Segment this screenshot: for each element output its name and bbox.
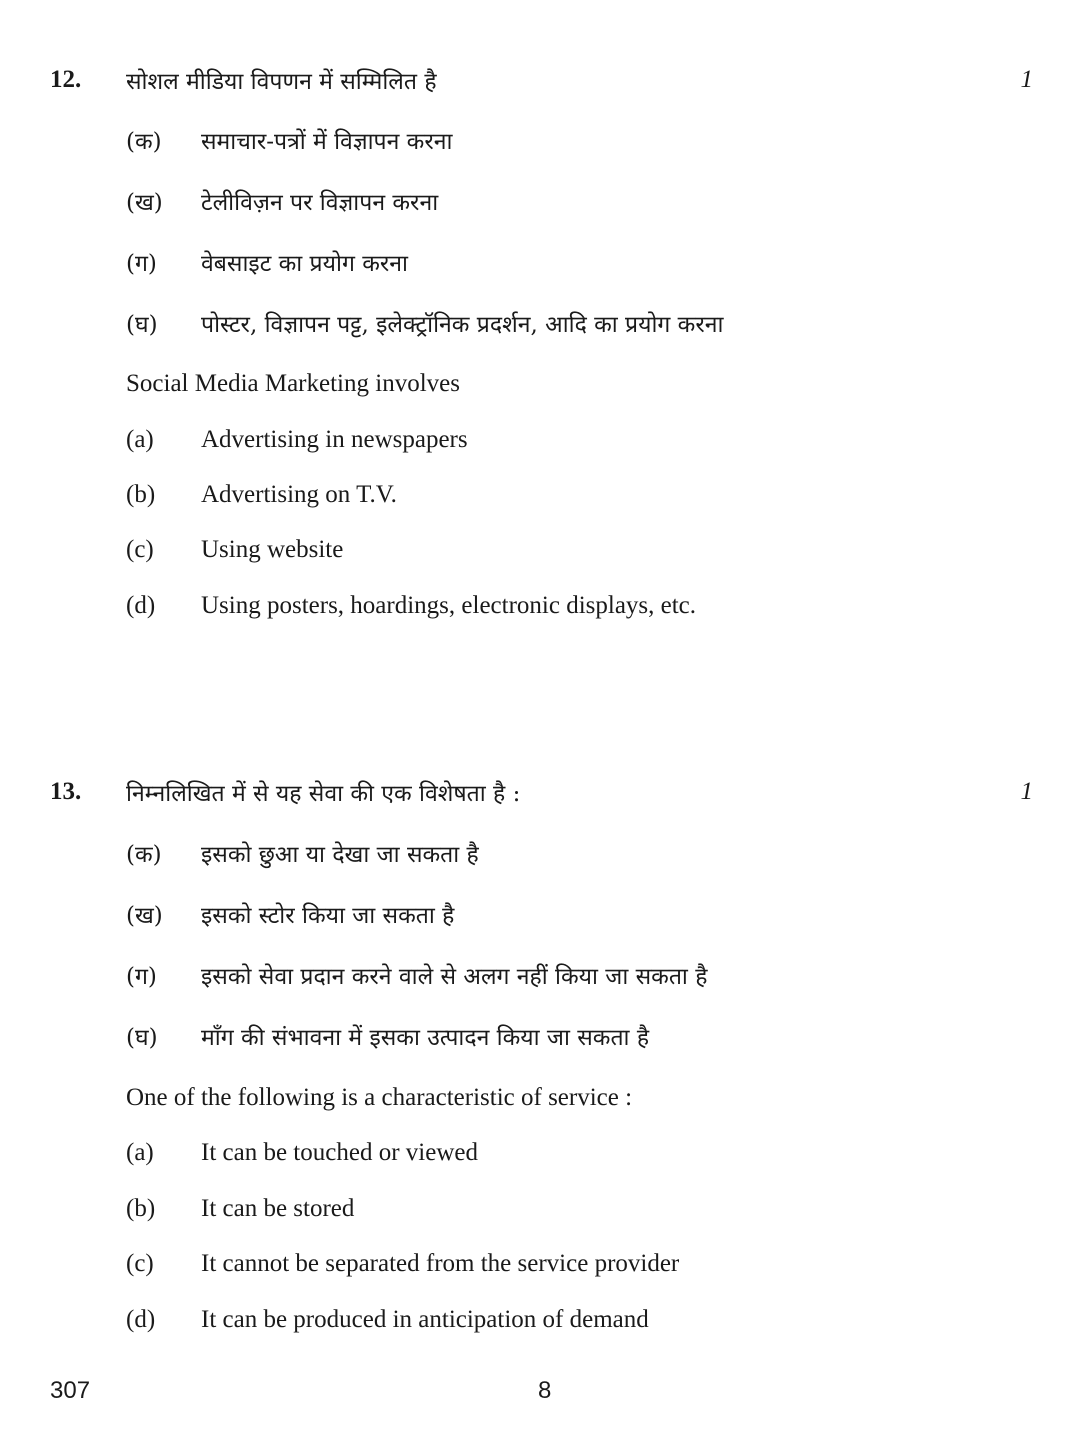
option-label: (ग) — [126, 964, 157, 990]
option-label: (d) — [126, 1306, 156, 1333]
option-label: (a) — [126, 1139, 154, 1166]
option-label: (b) — [126, 481, 156, 508]
option-text: इसको स्टोर किया जा सकता है — [201, 903, 455, 929]
option-text: Using posters, hoardings, electronic displays, etc. — [201, 592, 697, 619]
question-stem-hindi: निम्नलिखित में से यह सेवा की एक विशेषता है : — [126, 781, 521, 807]
option-text: पोस्टर, विज्ञापन पट्ट, इलेक्ट्रॉनिक प्रदर्शन, आदि का प्रयोग करना — [201, 312, 724, 338]
option-text: Using website — [201, 536, 344, 563]
option-label: (क) — [126, 129, 162, 155]
question-stem-hindi: सोशल मीडिया विपणन में सम्मिलित है — [126, 69, 437, 95]
option-label: (ग) — [126, 251, 157, 277]
option-label: (ख) — [126, 903, 163, 929]
option-label: (घ) — [126, 312, 158, 338]
question-number: 13. — [50, 778, 82, 805]
option-label: (ख) — [126, 190, 163, 216]
question-number: 12. — [50, 66, 82, 93]
page-number: 8 — [538, 1377, 552, 1404]
option-label: (a) — [126, 426, 154, 453]
option-label: (c) — [126, 536, 154, 563]
option-text: It can be produced in anticipation of demand — [201, 1306, 649, 1333]
option-label: (क) — [126, 842, 162, 868]
question-marks: 1 — [1020, 66, 1033, 93]
option-text: इसको छुआ या देखा जा सकता है — [201, 842, 479, 868]
question-stem-english: Social Media Marketing involves — [126, 370, 460, 397]
question-marks: 1 — [1020, 778, 1033, 805]
option-text: टेलीविज़न पर विज्ञापन करना — [201, 190, 439, 216]
option-label: (d) — [126, 592, 156, 619]
option-text: माँग की संभावना में इसका उत्पादन किया जा सकता है — [201, 1025, 650, 1051]
option-text: It cannot be separated from the service provider — [201, 1250, 680, 1277]
option-text: It can be touched or viewed — [201, 1139, 478, 1166]
question-stem-english: One of the following is a characteristic of service : — [126, 1084, 633, 1111]
option-text: वेबसाइट का प्रयोग करना — [201, 251, 408, 277]
option-text: It can be stored — [201, 1195, 355, 1222]
paper-code: 307 — [50, 1377, 91, 1404]
option-text: Advertising on T.V. — [201, 481, 397, 508]
option-text: Advertising in newspapers — [201, 426, 468, 453]
option-label: (c) — [126, 1250, 154, 1277]
option-text: इसको सेवा प्रदान करने वाले से अलग नहीं किया जा सकता है — [201, 964, 708, 990]
option-text: समाचार-पत्रों में विज्ञापन करना — [201, 129, 453, 155]
option-label: (घ) — [126, 1025, 158, 1051]
option-label: (b) — [126, 1195, 156, 1222]
